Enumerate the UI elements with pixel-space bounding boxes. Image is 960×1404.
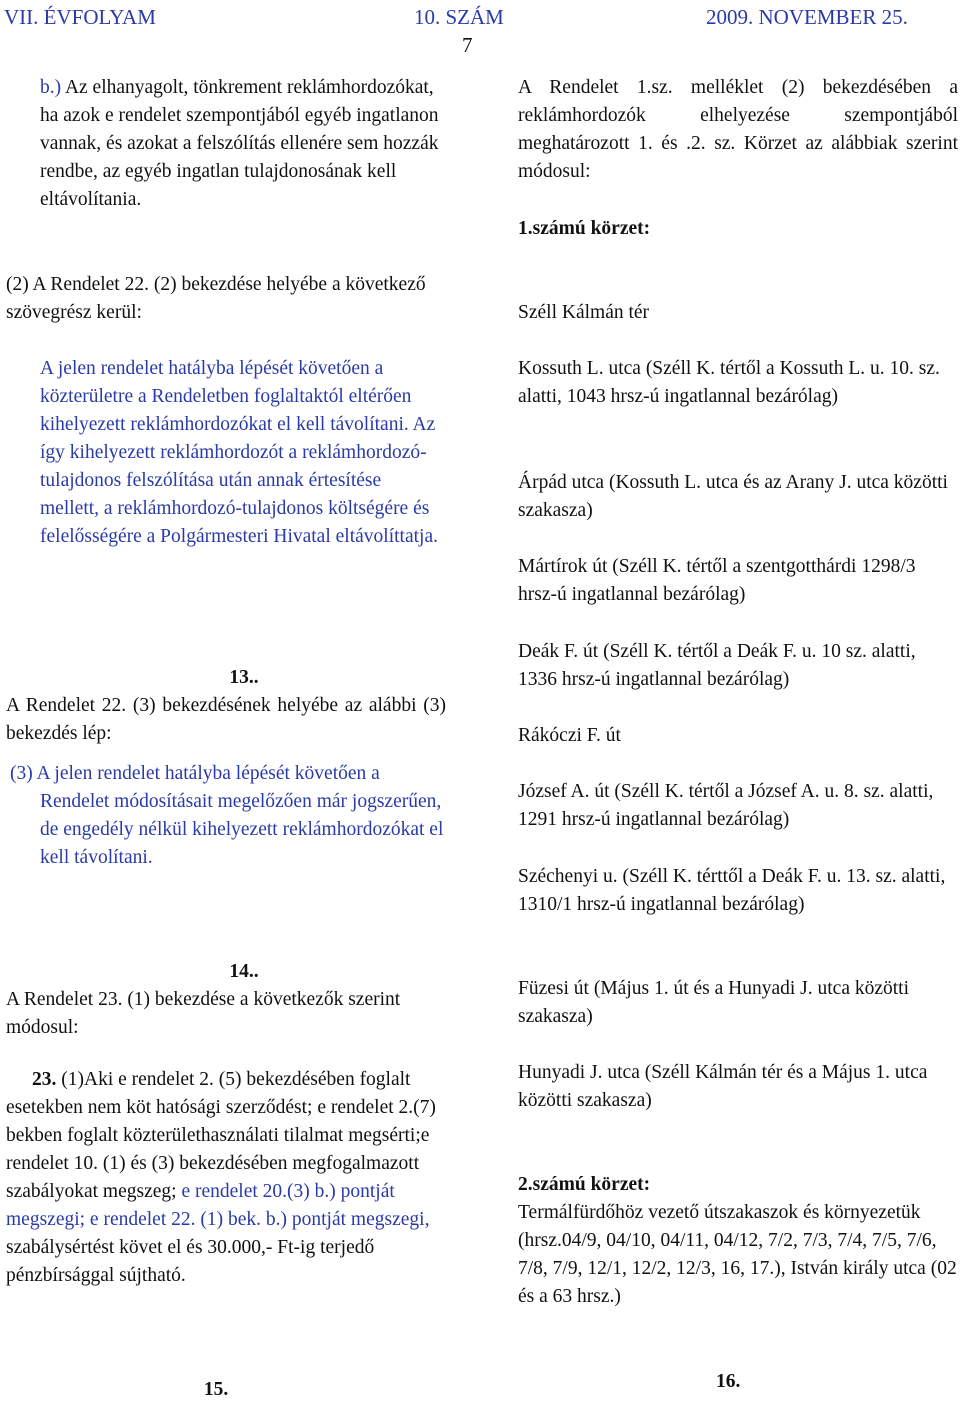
item-b-paragraph [40,74,445,214]
paragraph-23-text-2: e rendelet 20.(3) b.) pontját megszegi; e rendelet 22. (1) bek. b.) pontját megszegi, [6,1181,430,1230]
district-1-street: Árpád utca (Kossuth L. utca és az Arany J. utca közötti szakasza) [518,472,948,521]
item-b-text: Az elhanyagolt, tönkrement reklámhordozókat, ha azok e rendelet szempontjából egyéb ingatlanon vannak, és azokat a felszólítás ellenére sem hozzák rendbe, az egyéb ingatlan tulajdonosának kell eltávolítania. [40,77,439,210]
district-1-street: Széll Kálmán tér [518,302,650,323]
section-15-heading: 15. [203,1379,229,1400]
district-1-street: Kossuth L. utca (Széll K. tértől a Kossuth L. u. 10. sz. alatti, 1043 hrsz-ú ingatlannal bezárólag) [518,358,940,407]
paragraph-23-text-3: szabálysértést követ el és 30.000,- Ft-ig terjedő pénzbírsággal sújtható. [6,1237,375,1286]
section-13-quote: (3) A jelen rendelet hatályba lépését követően a Rendelet módosításait megelőzően már jogszerűen, de engedély nélkül kihelyezett reklámhordozókat el kell távolítani. [10,763,444,868]
paragraph-23-text-1: (1)Aki e rendelet 2. (5) bekezdésében foglalt esetekben nem köt hatósági szerződést; e rendelet 2.(7) bekben foglalt közterülethasználati tilalmat megsérti;e rendelet 10. (1) és (3) bekezdésében megfogalmazott szabályokat megszeg; [6,1069,436,1202]
section-13-heading: 13.. [229,667,259,688]
district-1-street: Füzesi út (Május 1. út és a Hunyadi J. utca közötti szakasza) [518,978,910,1027]
paragraph-2-intro: (2) A Rendelet 22. (2) bekezdése helyébe a következő szövegrész kerül: [6,274,426,323]
section-14-intro: A Rendelet 23. (1) bekezdése a következők szerint módosul: [6,989,401,1038]
district-1-street: Deák F. út (Széll K. tértől a Deák F. u. 10 sz. alatti, 1336 hrsz-ú ingatlannal bezárólag) [518,641,916,690]
header-date: 2009. NOVEMBER 25. [706,5,908,29]
district-1-street: József A. út (Széll K. tértől a József A. u. 8. sz. alatti, 1291 hrsz-ú ingatlannal bezárólag) [518,781,934,830]
section-16-heading: 16. [716,1371,741,1392]
district-1-street: Széchenyi u. (Széll K. térttől a Deák F. u. 13. sz. alatti, 1310/1 hrsz-ú ingatlannal bezárólag) [518,866,946,915]
item-b-label: b.) [40,77,62,98]
district-1-street: Mártírok út (Széll K. tértől a szentgotthárdi 1298/3 hrsz-ú ingatlannal bezárólag) [518,556,916,605]
district-1-street: Hunyadi J. utca (Széll Kálmán tér és a Május 1. utca közötti szakasza) [518,1062,928,1111]
district-2-heading: 2.számú körzet: [518,1174,651,1195]
section-13-intro: A Rendelet 22. (3) bekezdésének helyébe az alábbi (3) bekezdés lép: [6,695,446,744]
header-volume: VII. ÉVFOLYAM [4,5,156,29]
district-1-heading: 1.számú körzet: [518,218,651,239]
paragraph-2-quote: A jelen rendelet hatályba lépését követően a közterületre a Rendeletben foglaltaktól eltérően kihelyezett reklámhordozókat el kell távolítani. Az így kihelyezett reklámhordozót a reklámhordozó-tulajdonos felszólítása után annak értesítése mellett, a reklámhordozó-tulajdonos költségére és felelősségére a Polgármesteri Hivatal eltávolíttatja. [40,358,438,547]
page-number: 7 [462,33,473,57]
paragraph-23-number: 23. [32,1069,57,1090]
district-2-text: Termálfürdőhöz vezető útszakaszok és környezetük (hrsz.04/9, 04/10, 04/11, 04/12, 7/2, 7/3, 7/4, 7/5, 7/6, 7/8, 7/9, 12/1, 12/2, 12/3, 16, 17.), István király utca (02 és a 63 hrsz.) [518,1202,957,1307]
paragraph-23 [6,1066,440,1290]
section-14-heading: 14.. [229,961,259,982]
header-issue: 10. SZÁM [414,5,504,29]
district-1-street: Rákóczi F. út [518,725,621,746]
right-intro: A Rendelet 1.sz. melléklet (2) bekezdésében a reklámhordozók elhelyezése szempontjából meghatározott 1. és .2. sz. Körzet az alábbiak szerint módosul: [518,77,958,182]
